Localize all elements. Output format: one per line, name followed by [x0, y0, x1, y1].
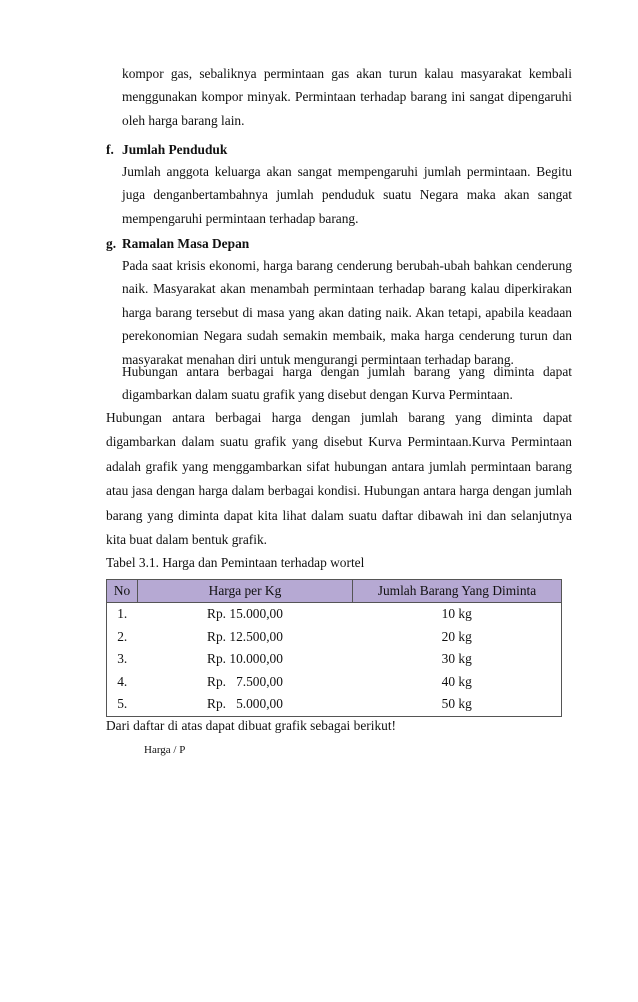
- cell-harga: Rp. 10.000,00: [207, 651, 283, 667]
- cell-jumlah: 20 kg: [353, 626, 562, 649]
- table-row: [107, 671, 562, 694]
- cell-no: 1.: [107, 603, 138, 626]
- cell-jumlah: 40 kg: [353, 671, 562, 694]
- footer-text: Harga / P: [144, 744, 186, 756]
- cell-harga: Rp. 7.500,00: [207, 673, 283, 689]
- heading-letter-g: g.: [106, 236, 117, 251]
- paragraph-e-continuation: kompor gas, sebaliknya permintaan gas akan turun kalau masyarakat kembali menggunakan kompor minyak. Permintaan terhadap barang ini sangat dipengaruhi oleh harga barang lain.: [122, 66, 572, 128]
- table-row: [107, 626, 562, 649]
- cell-jumlah: 10 kg: [353, 603, 562, 626]
- cell-harga: Rp. 15.000,00: [207, 606, 283, 622]
- paragraph-ramalan-masa-depan: Pada saat krisis ekonomi, harga barang cenderung berubah-ubah bahkan cenderung naik. Masyarakat akan menambah permintaan terhadap barang kalau diperkirakan harga barang tersebut di masa yang akan dating naik. Akan tetapi, apabila keadaan perekonomian Negara sudah semakin membaik, maka harga cenderung turun dan masyarakat menahan diri untuk mengurangi permintaan terhadap barang.: [122, 258, 572, 367]
- demand-table: [106, 579, 562, 717]
- paragraph-kurva-permintaan: Hubungan antara berbagai harga dengan jumlah barang yang diminta dapat digambarkan dalam suatu grafik yang disebut Kurva Permintaan.Kurva Permintaan adalah grafik yang menggambarkan sifat hubungan antara jumlah permintaan barang atau jasa dengan harga dalam berbagai kondisi. Hubungan antara harga dengan jumlah barang yang diminta dapat kita lihat dalam suatu daftar dibawah ini dan selanjutnya kita buat dalam bentuk grafik.: [106, 410, 572, 548]
- paragraph-jumlah-penduduk: Jumlah anggota keluarga akan sangat mempengaruhi jumlah permintaan. Begitu juga denganbertambahnya jumlah penduduk suatu Negara maka akan sangat mempengaruhi permintaan terhadap barang.: [122, 164, 572, 226]
- cell-harga: Rp. 12.500,00: [207, 628, 283, 644]
- table-row: [107, 603, 562, 626]
- header-no: No: [107, 580, 138, 603]
- cell-no: 3.: [107, 648, 138, 671]
- heading-title-f: Jumlah Penduduk: [122, 142, 228, 157]
- cell-no: 5.: [107, 693, 138, 716]
- table-row: [107, 693, 562, 716]
- heading-ramalan-masa-depan: [106, 234, 249, 254]
- cell-harga: Rp. 5.000,00: [138, 693, 353, 716]
- table-row: [107, 648, 562, 671]
- paragraph-ramalan-hubungan: Hubungan antara berbagai harga dengan jumlah barang yang diminta dapat digambarkan dalam suatu grafik yang disebut dengan Kurva Permintaan.: [122, 364, 572, 403]
- table-header-row: [107, 580, 562, 603]
- cell-no: 4.: [107, 671, 138, 694]
- table-caption: Tabel 3.1. Harga dan Pemintaan terhadap wortel: [106, 555, 365, 570]
- after-table-text: Dari daftar di atas dapat dibuat grafik sebagai berikut!: [106, 718, 397, 733]
- cell-jumlah: 50 kg: [353, 693, 562, 716]
- heading-letter-f: f.: [106, 142, 114, 157]
- header-harga: Harga per Kg: [138, 580, 353, 603]
- heading-jumlah-penduduk: [106, 140, 227, 160]
- cell-jumlah: 30 kg: [353, 648, 562, 671]
- header-jumlah: Jumlah Barang Yang Diminta: [353, 580, 562, 603]
- cell-no: 2.: [107, 626, 138, 649]
- heading-title-g: Ramalan Masa Depan: [122, 236, 250, 251]
